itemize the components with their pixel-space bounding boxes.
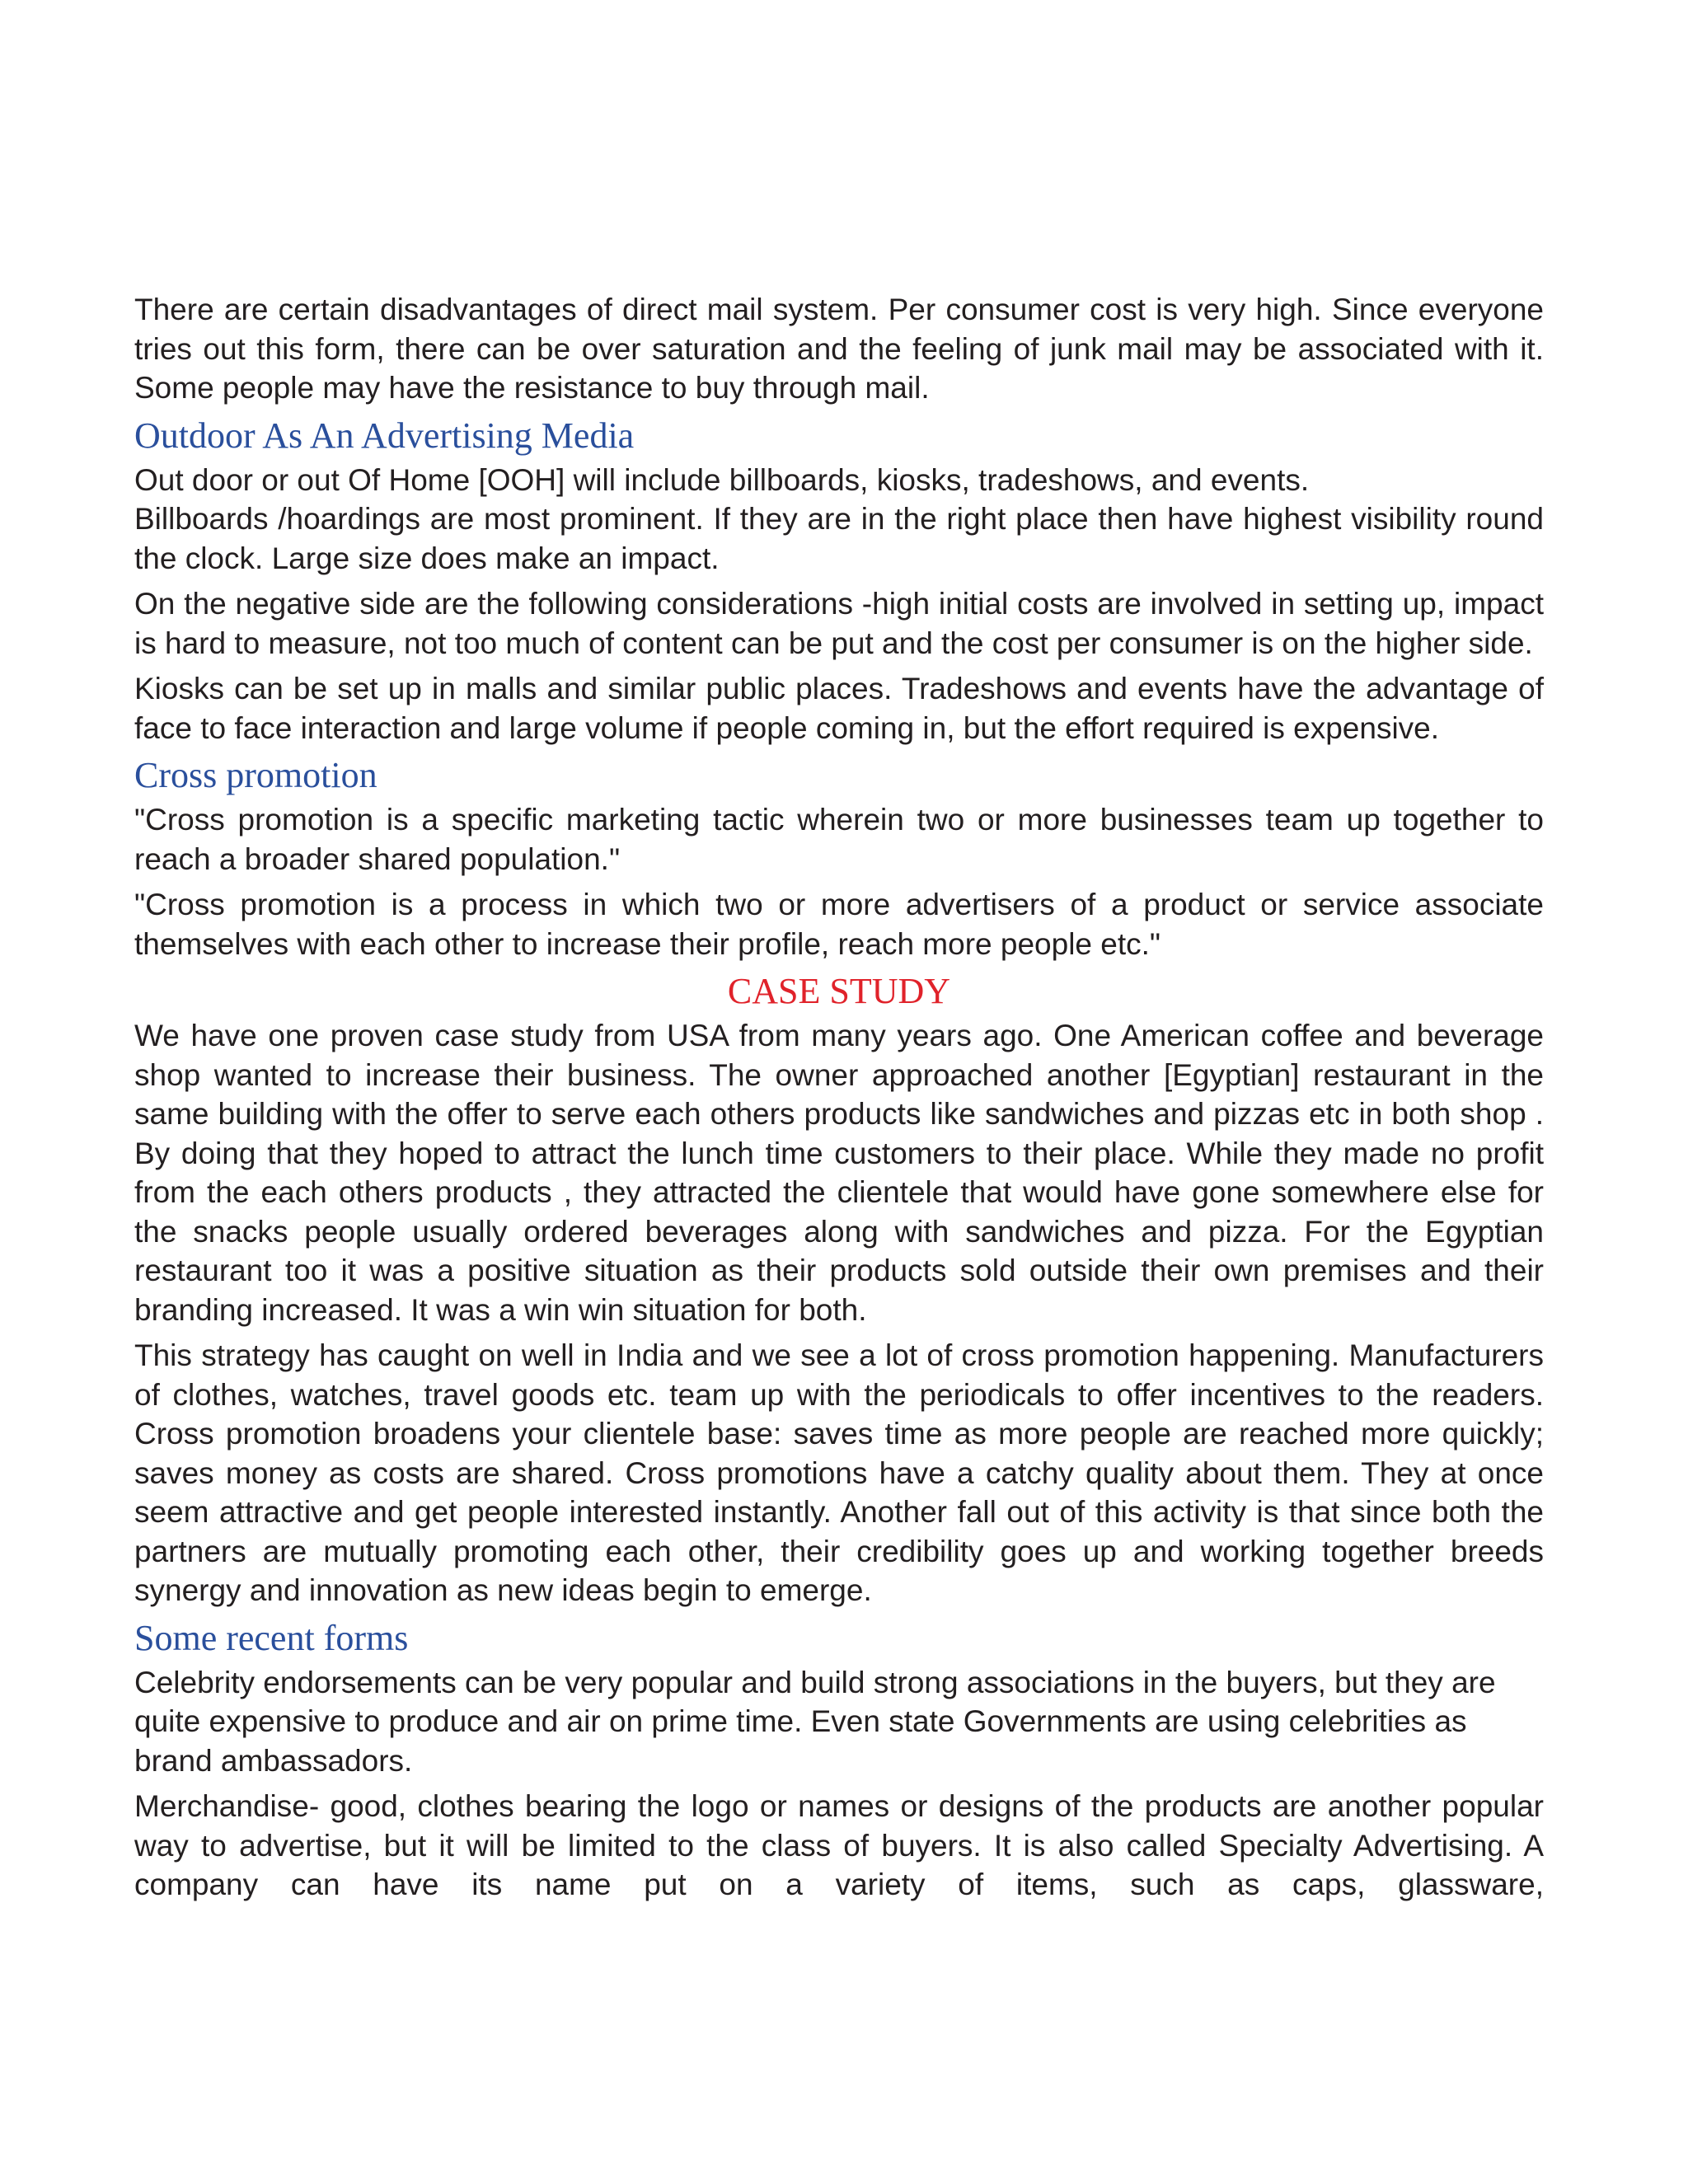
cross-promotion-quote-2: "Cross promotion is a process in which two or more advertisers of a product or service associate themselves with each other to increase their profile, reach more people etc." [134,888,1544,961]
cross-promotion-quote-1: "Cross promotion is a specific marketing tactic wherein two or more businesses team up together to reach a broader shared population." [134,803,1544,876]
recent-forms-heading: Some recent forms [134,1617,409,1658]
outdoor-line-2: Billboards /hoardings are most prominent. If they are in the right place then have highest visibility round the clock. Large size does make an impact. [134,502,1544,575]
cross-promotion-heading: Cross promotion [134,755,377,795]
kiosks-paragraph: Kiosks can be set up in malls and similar public places. Tradeshows and events have the advantage of face to face interaction and large volume if people coming in, but the effort required is expensive. [134,672,1544,745]
document-page [134,290,1544,1911]
outdoor-paragraph [134,461,1544,579]
outdoor-heading: Outdoor As An Advertising Media [134,415,635,456]
merchandise-paragraph: Merchandise- good, clothes bearing the logo or names or designs of the products are another popular way to advertise, but it will be limited to the class of buyers. It is also called Specialty Advertising. A company can have its name put on a variety of items, such as caps, glassware, [134,1789,1544,1901]
case-study-paragraph: We have one proven case study from USA from many years ago. One American coffee and beverage shop wanted to increase their business. The owner approached another [Egyptian] restaurant in the same building with the offer to serve each others products like sandwiches and pizzas etc in both shop . By doing that they hoped to attract the lunch time customers to their place. While they made no profit from the each others products , they attracted the clientele that would have gone somewhere else for the snacks people usually ordered beverages along with sandwiches and pizza. For the Egyptian restaurant too it was a positive situation as their products sold outside their own premises and their branding increased. It was a win win situation for both. [134,1019,1544,1327]
outdoor-line-1: Out door or out Of Home [OOH] will include billboards, kiosks, tradeshows, and events. [134,462,1310,497]
strategy-paragraph: This strategy has caught on well in India and we see a lot of cross promotion happening. Manufacturers of clothes, watches, travel goods etc. team up with the periodicals to offer incentives to the readers. Cross promotion broadens your clientele base: saves time as more people are reached more quickly; saves money as costs are shared. Cross promotions have a catchy quality about them. They at once seem attractive and get people interested instantly. Another fall out of this activity is that since both the partners are mutually promoting each other, their credibility goes up and working together breeds synergy and innovation as new ideas begin to emerge. [134,1338,1544,1607]
celebrity-paragraph: Celebrity endorsements can be very popular and build strong associations in the buyers, but they are quite expensive to produce and air on prime time. Even state Governments are using celebrities as brand ambassadors. [134,1665,1496,1778]
direct-mail-paragraph: There are certain disadvantages of direct mail system. Per consumer cost is very high. Since everyone tries out this form, there can be over saturation and the feeling of junk mail may be associated with it. Some people may have the resistance to buy through mail. [134,293,1544,405]
negative-side-paragraph: On the negative side are the following considerations -high initial costs are involved in setting up, impact is hard to measure, not too much of content can be put and the cost per consumer is on the higher side. [134,587,1544,660]
case-study-heading: CASE STUDY [727,971,951,1011]
